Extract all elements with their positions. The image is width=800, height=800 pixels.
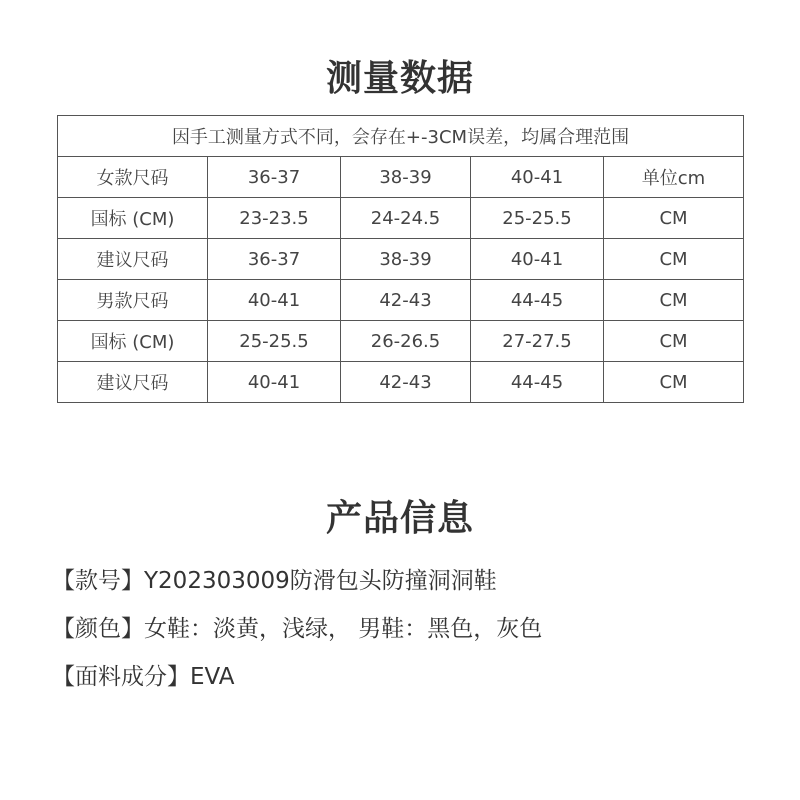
size-table: [57, 115, 744, 403]
unit-cell: 单位cm: [604, 157, 744, 198]
measure-title: 测量数据: [325, 58, 474, 99]
row-label: 国标 (CM): [58, 198, 208, 239]
row-label: 建议尺码: [58, 362, 208, 403]
product-material: 【面料成分】EVA: [52, 664, 235, 690]
table-cell: 40-41: [208, 280, 341, 321]
table-row: [58, 321, 744, 362]
table-cell: 44-45: [471, 280, 604, 321]
unit-cell: CM: [604, 280, 744, 321]
table-cell: 40-41: [208, 362, 341, 403]
row-label: 国标 (CM): [58, 321, 208, 362]
table-cell: 24-24.5: [341, 198, 471, 239]
table-cell: 26-26.5: [341, 321, 471, 362]
row-label: 建议尺码: [58, 239, 208, 280]
table-row: [58, 198, 744, 239]
table-cell: 40-41: [471, 239, 604, 280]
measurement-note: 因手工测量方式不同，会存在+-3CM误差，均属合理范围: [58, 116, 744, 157]
row-label: 男款尺码: [58, 280, 208, 321]
table-row: [58, 157, 744, 198]
table-cell: 36-37: [208, 157, 341, 198]
table-cell: 25-25.5: [471, 198, 604, 239]
product-model: 【款号】Y202303009防滑包头防撞洞洞鞋: [52, 568, 497, 594]
table-cell: 38-39: [341, 239, 471, 280]
unit-cell: CM: [604, 362, 744, 403]
product-color: 【颜色】女鞋：淡黄，浅绿， 男鞋：黑色，灰色: [52, 616, 543, 642]
table-row: [58, 239, 744, 280]
table-note-row: [58, 116, 744, 157]
table-cell: 42-43: [341, 362, 471, 403]
table-cell: 23-23.5: [208, 198, 341, 239]
product-title: 产品信息: [325, 498, 474, 539]
table-row: [58, 362, 744, 403]
unit-cell: CM: [604, 239, 744, 280]
table-cell: 44-45: [471, 362, 604, 403]
table-row: [58, 280, 744, 321]
table-cell: 42-43: [341, 280, 471, 321]
row-label: 女款尺码: [58, 157, 208, 198]
unit-cell: CM: [604, 198, 744, 239]
table-cell: 36-37: [208, 239, 341, 280]
unit-cell: CM: [604, 321, 744, 362]
table-cell: 38-39: [341, 157, 471, 198]
table-cell: 25-25.5: [208, 321, 341, 362]
table-cell: 27-27.5: [471, 321, 604, 362]
table-cell: 40-41: [471, 157, 604, 198]
